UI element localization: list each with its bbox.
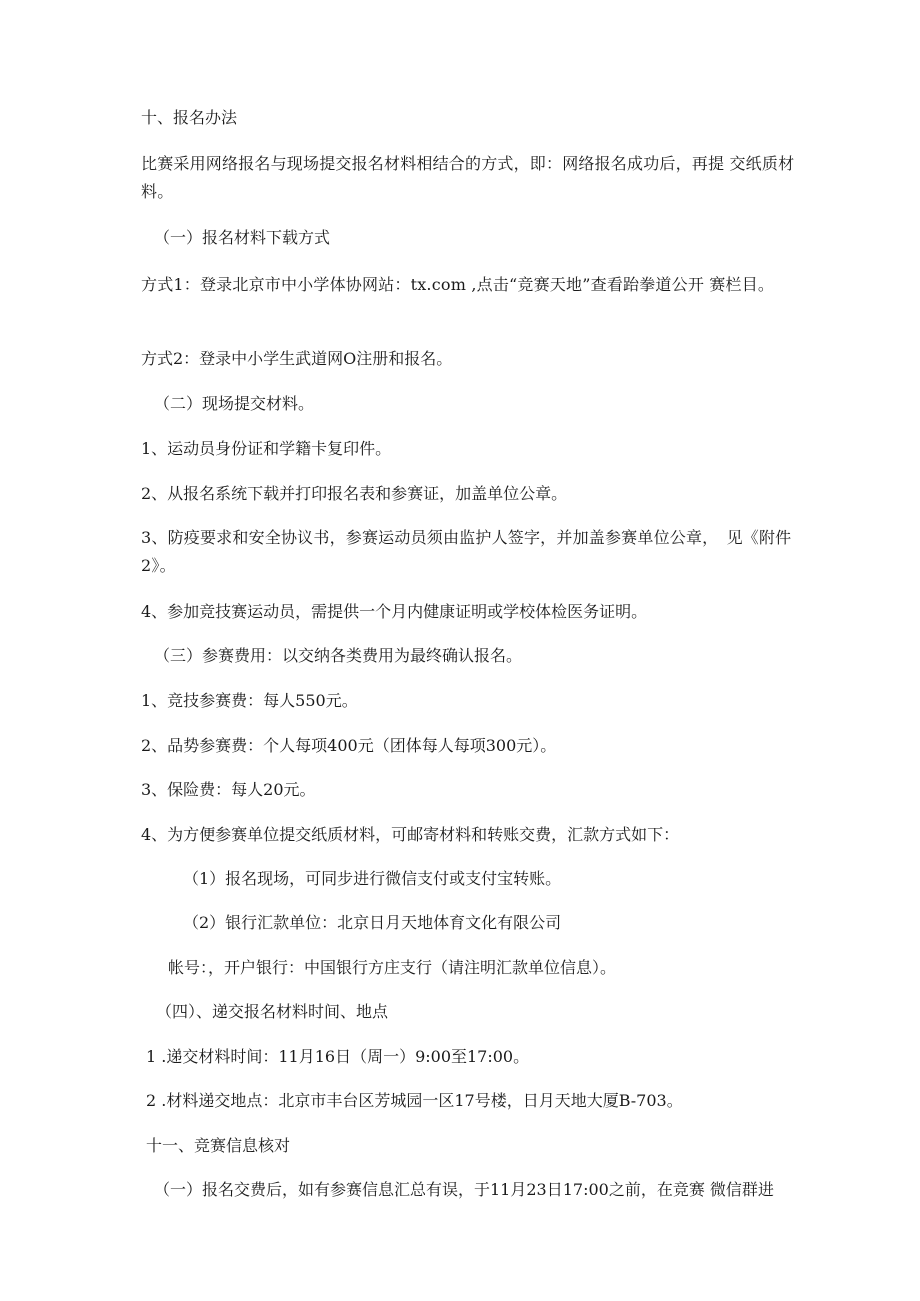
list-item: 2 .材料递交地点：北京市丰台区芳城园一区17号楼，日月天地大厦B-703。 — [146, 1091, 683, 1110]
intro-text: 比赛采用网络报名与现场提交报名材料相结合的方式，即：网络报名成功后，再提 交纸质材料。 — [141, 154, 795, 201]
sub11-1-paragraph: （一）报名交费后，如有参赛信息汇总有误，于11月23日17:00之前，在竞赛 微信群进 — [154, 1180, 774, 1199]
method1-text: 方式1：登录北京市中小学体协网站：tx.com ,点击“竞赛天地”查看跆拳道公开 赛栏目。 — [141, 275, 775, 294]
list-item — [141, 524, 821, 580]
sub3-title: （三）参赛费用：以交纳各类费用为最终确认报名。 — [154, 646, 523, 665]
sub1-title: （一）报名材料下载方式 — [154, 228, 331, 247]
payment-item: （1）报名现场，可同步进行微信支付或支付宝转账。 — [183, 869, 562, 888]
list-item: 1、运动员身份证和学籍卡复印件。 — [141, 439, 392, 458]
payment-item: （2）银行汇款单位：北京日月天地体育文化有限公司 — [183, 913, 562, 932]
bank-account: 帐号：，开户银行：中国银行方庄支行（请注明汇款单位信息）。 — [168, 958, 617, 977]
section-11-title: 十一、竞赛信息核对 — [146, 1136, 291, 1155]
list-item: 2、从报名系统下载并打印报名表和参赛证，加盖单位公章。 — [141, 484, 568, 503]
list-item: 2、品势参赛费：个人每项400元（团体每人每项300元）。 — [141, 736, 557, 755]
list-item: 4、为方便参赛单位提交纸质材料，可邮寄材料和转账交费，汇款方式如下： — [141, 825, 680, 844]
sub4-title: （四）、递交报名材料时间、地点 — [156, 1002, 389, 1021]
item2-3-text: 3、防疫要求和安全协议书，参赛运动员须由监护人签字，并加盖参赛单位公章， 见《附件2》。 — [141, 528, 792, 575]
method2-paragraph: 方式2：登录中小学生武道网O注册和报名。 — [141, 349, 453, 368]
sub2-title: （二）现场提交材料。 — [154, 394, 315, 413]
method1-paragraph — [141, 271, 821, 299]
list-item: 1、竞技参赛费：每人550元。 — [141, 691, 358, 710]
list-item: 1 .递交材料时间：11月16日（周一）9:00至17:00。 — [146, 1047, 530, 1066]
list-item: 3、保险费：每人20元。 — [141, 780, 316, 799]
intro-paragraph — [141, 150, 821, 206]
list-item: 4、参加竞技赛运动员，需提供一个月内健康证明或学校体检医务证明。 — [141, 602, 648, 621]
section-10-title: 十、报名办法 — [141, 108, 238, 127]
